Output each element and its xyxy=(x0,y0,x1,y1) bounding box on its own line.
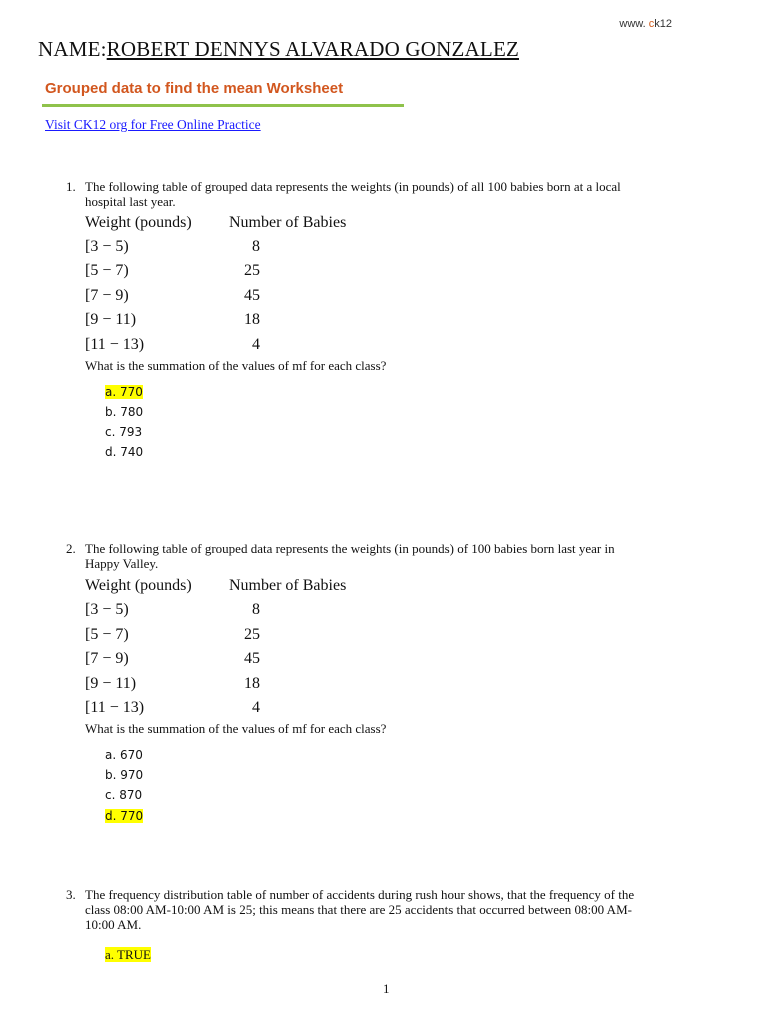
question-number: 1. xyxy=(66,179,76,194)
option-label: a. 770 xyxy=(105,385,143,399)
worksheet-title: Grouped data to find the mean Worksheet xyxy=(45,80,344,97)
question-line: class 08:00 AM-10:00 AM is 25; this means that there are 25 accidents that occurred between 08:00 AM- xyxy=(85,902,632,917)
header-count: Number of Babies xyxy=(229,214,347,231)
header-count: Number of Babies xyxy=(229,577,347,594)
site-mark-prefix: www. xyxy=(619,18,646,30)
cell-count: 4 xyxy=(252,699,260,716)
question-2-option-a[interactable] xyxy=(105,747,143,764)
question-line: The frequency distribution table of number of accidents during rush hour shows, that the frequency of the xyxy=(85,887,635,902)
question-1-option-a[interactable] xyxy=(105,384,143,401)
question-2-text xyxy=(66,541,746,571)
cell-count: 45 xyxy=(244,650,260,667)
question-2-prompt: What is the summation of the values of mf for each class? xyxy=(85,721,387,736)
option-label: c. 870 xyxy=(105,788,143,802)
cell-count: 25 xyxy=(244,626,260,643)
option-label: a. 670 xyxy=(105,748,143,762)
question-line: hospital last year. xyxy=(85,194,176,209)
question-line: The following table of grouped data represents the weights (in pounds) of 100 babies born last year in xyxy=(85,541,615,556)
site-mark-c: c xyxy=(648,18,655,30)
question-2-option-d[interactable] xyxy=(105,808,143,825)
question-2-option-b[interactable] xyxy=(105,767,143,784)
header-weight: Weight (pounds) xyxy=(85,577,192,594)
option-label: d. 740 xyxy=(105,445,144,459)
question-1-text xyxy=(66,179,746,209)
option-label: d. 770 xyxy=(105,809,144,823)
question-line: The following table of grouped data represents the weights (in pounds) of all 100 babies born at a local xyxy=(85,179,621,194)
question-1-option-d[interactable] xyxy=(105,444,143,461)
cell-range: [7 − 9) xyxy=(85,650,129,667)
option-label: b. 970 xyxy=(105,768,144,782)
question-3-text xyxy=(66,887,746,932)
question-number: 3. xyxy=(66,887,76,902)
option-label: b. 780 xyxy=(105,405,144,419)
header-weight: Weight (pounds) xyxy=(85,214,192,231)
question-1-option-c[interactable] xyxy=(105,424,142,441)
cell-count: 4 xyxy=(252,336,260,353)
cell-range: [3 − 5) xyxy=(85,601,129,618)
page-number: 1 xyxy=(383,981,390,996)
question-1-prompt: What is the summation of the values of mf for each class? xyxy=(85,358,387,373)
name-value: ROBERT DENNYS ALVARADO GONZALEZ xyxy=(106,37,519,61)
site-mark xyxy=(619,18,672,30)
question-line: 10:00 AM. xyxy=(85,917,142,932)
cell-range: [9 − 11) xyxy=(85,675,137,692)
title-rule xyxy=(42,104,404,107)
cell-range: [7 − 9) xyxy=(85,287,129,304)
cell-count: 18 xyxy=(244,675,260,692)
question-1-option-b[interactable] xyxy=(105,404,143,421)
question-3-option-a[interactable] xyxy=(105,946,151,963)
name-label: NAME: xyxy=(38,37,107,61)
cell-range: [11 − 13) xyxy=(85,336,145,353)
cell-range: [11 − 13) xyxy=(85,699,145,716)
cell-count: 8 xyxy=(252,238,260,255)
cell-range: [5 − 7) xyxy=(85,626,129,643)
site-mark-rest: k12 xyxy=(654,18,672,30)
cell-range: [3 − 5) xyxy=(85,238,129,255)
question-number: 2. xyxy=(66,541,76,556)
question-line: Happy Valley. xyxy=(85,556,159,571)
option-label: c. 793 xyxy=(105,425,143,439)
option-label: a. TRUE xyxy=(105,947,151,962)
question-2-option-c[interactable] xyxy=(105,787,142,804)
cell-range: [9 − 11) xyxy=(85,311,137,328)
practice-link[interactable]: Visit CK12 org for Free Online Practice xyxy=(45,117,261,132)
cell-range: [5 − 7) xyxy=(85,262,129,279)
student-name xyxy=(38,37,519,62)
cell-count: 25 xyxy=(244,262,260,279)
cell-count: 18 xyxy=(244,311,260,328)
cell-count: 8 xyxy=(252,601,260,618)
cell-count: 45 xyxy=(244,287,260,304)
